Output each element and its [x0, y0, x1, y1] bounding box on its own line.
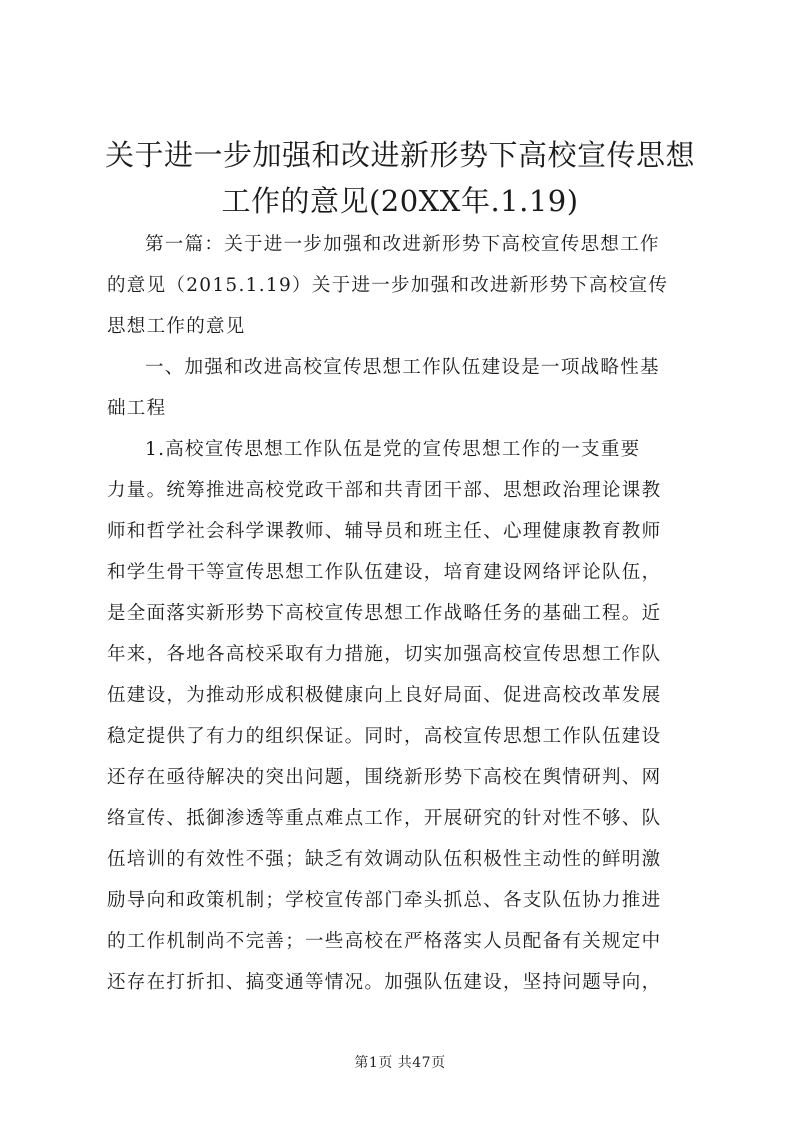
text-line: 第一篇：关于进一步加强和改进新形势下高校宣传思想工作 [145, 234, 660, 255]
text-line: 稳定提供了有力的组织保证。同时，高校宣传思想工作队伍建设 [107, 726, 662, 747]
text-line: 还存在打折扣、搞变通等情况。加强队伍建设，坚持问题导向， [107, 972, 662, 993]
paragraph-1 [107, 224, 700, 347]
text-line: 师和哲学社会科学课教师、辅导员和班主任、心理健康教育教师 [107, 521, 662, 542]
paragraph-3 [107, 429, 700, 1003]
page-footer: 第1页 共47页 [354, 1055, 446, 1071]
text-line: 础工程 [107, 398, 167, 419]
text-line: 励导向和政策机制；学校宣传部门牵头抓总、各支队伍协力推进 [107, 890, 662, 911]
title-line-2: 工作的意见(20XX年.1.19) [221, 184, 579, 218]
document-body [107, 224, 700, 1003]
text-line: 和学生骨干等宣传思想工作队伍建设，培育建设网络评论队伍， [107, 562, 662, 583]
text-line: 伍培训的有效性不强；缺乏有效调动队伍积极性主动性的鲜明激 [107, 849, 662, 870]
text-line: 的工作机制尚不完善；一些高校在严格落实人员配备有关规定中 [107, 931, 662, 952]
title-line-1: 关于进一步加强和改进新形势下高校宣传思想 [104, 138, 695, 172]
document-title [100, 132, 700, 224]
text-line: 1.高校宣传思想工作队伍是党的宣传思想工作的一支重要 [145, 439, 641, 460]
text-line: 年来，各地各高校采取有力措施，切实加强高校宣传思想工作队 [107, 644, 662, 665]
text-line: 还存在亟待解决的突出问题，围绕新形势下高校在舆情研判、网 [107, 767, 662, 788]
text-line: 思想工作的意见 [107, 316, 246, 337]
text-line: 络宣传、抵御渗透等重点难点工作，开展研究的针对性不够、队 [107, 808, 662, 829]
text-line: 是全面落实新形势下高校宣传思想工作战略任务的基础工程。近 [107, 603, 662, 624]
paragraph-2 [107, 347, 700, 429]
text-line: 伍建设，为推动形成积极健康向上良好局面、促进高校改革发展 [107, 685, 662, 706]
text-line: 力量。统筹推进高校党政干部和共青团干部、思想政治理论课教 [107, 480, 662, 501]
text-line: 的意见（2015.1.19）关于进一步加强和改进新形势下高校宣传 [107, 275, 669, 296]
text-line: 一、加强和改进高校宣传思想工作队伍建设是一项战略性基 [145, 357, 660, 378]
